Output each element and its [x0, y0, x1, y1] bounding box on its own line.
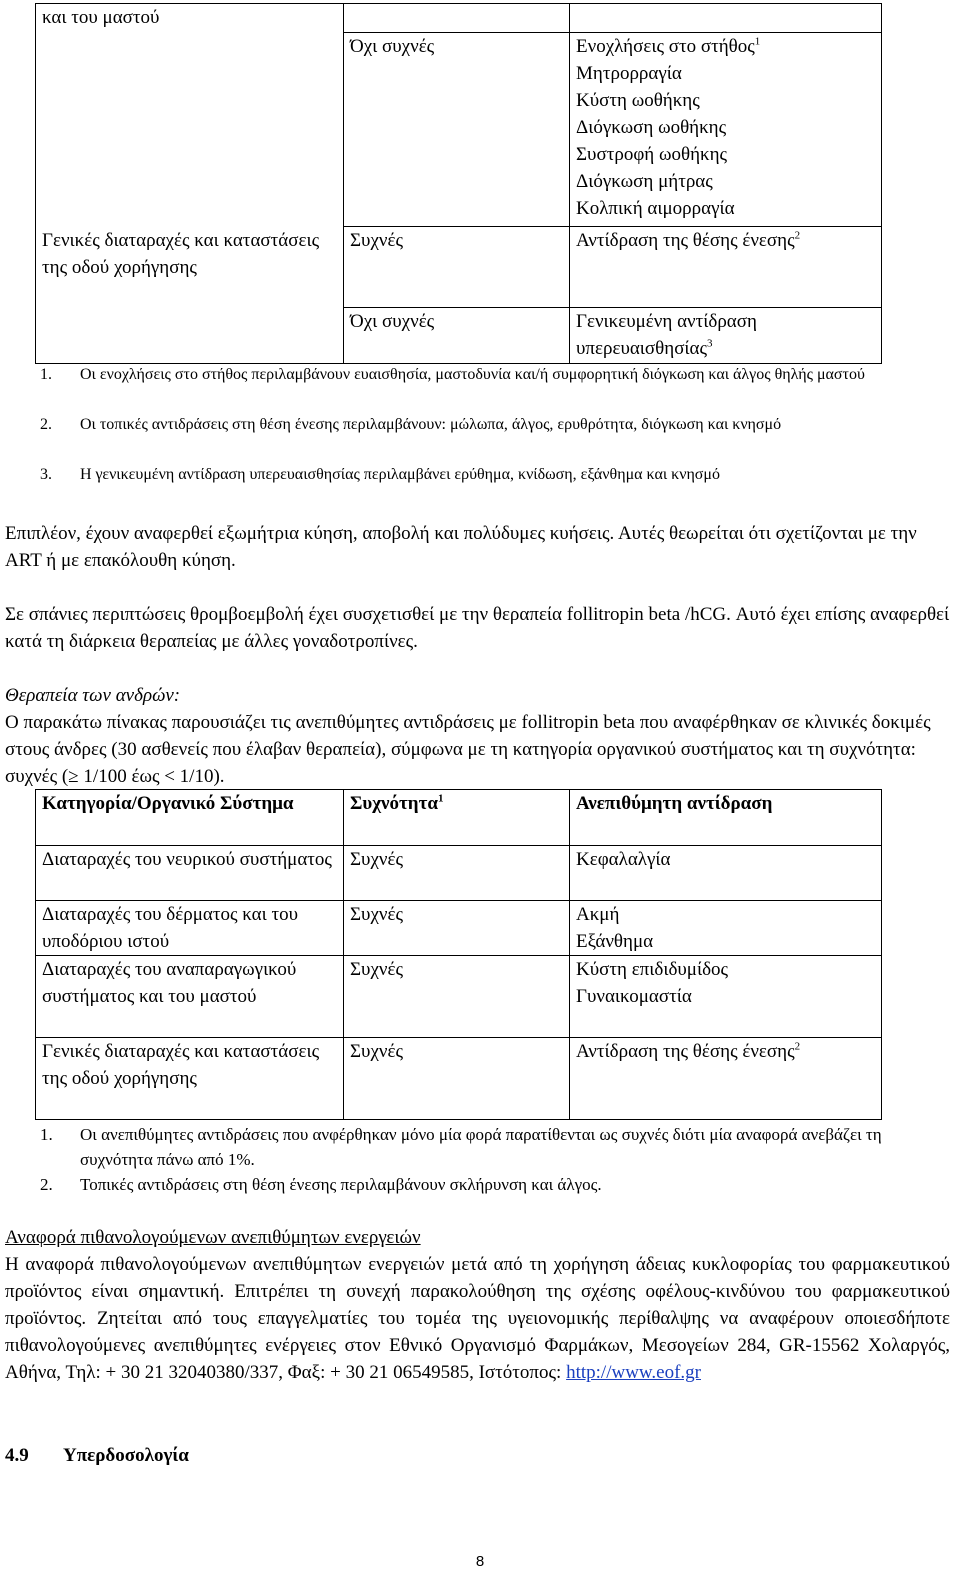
- footnote-text: Τοπικές αντιδράσεις στη θέση ένεσης περιλαμβάνουν σκλήρυνση και άλγος.: [80, 1175, 602, 1194]
- table-row: [36, 901, 882, 956]
- table-row: [36, 1038, 882, 1120]
- table-cell-frequency: [344, 4, 570, 33]
- footnote-number: 1.: [40, 1125, 53, 1144]
- reporting-paragraph: [5, 1251, 950, 1386]
- adverse-reactions-table-women: [35, 3, 882, 364]
- table-cell-reaction: Αντίδραση της θέσης ένεσης$^2$: [570, 227, 882, 308]
- table-header-row: [36, 790, 882, 846]
- reporting-text: Η αναφορά πιθανολογούμενων ανεπιθύμητων ενεργειών μετά από τη χορήγηση άδειας κυκλοφορίας του φαρμακευτικού προϊόντος είναι σημαντική. Επιτρέπει τη συνεχή παρακολούθηση της σχέσης οφέλους-κινδύνου του φαρμακευτικού προϊόντος. Ζητείται από τους επαγγελματίες του τομέα της υγειονομικής περίθαλψης να αναφέρουν οποιεσδήποτε πιθανολογούμενες ανεπιθύμητες ενέργειες στον Εθνικό Οργανισμό Φαρμάκων, Μεσογείων 284, GR-15562 Χολαργός, Αθήνα, Τηλ: + 30 21 32040380/337, Φαξ: + 30 21 06549585, Ιστότοπος:: [5, 1254, 950, 1383]
- section-number: 4.9: [5, 1445, 29, 1466]
- table-row: [36, 846, 882, 901]
- footnote-text: Οι ενοχλήσεις στο στήθος περιλαμβάνουν ευαισθησία, μαστοδυνία και/ή συμφορητική διόγκωση και άλγος θηλής μαστού: [80, 366, 865, 383]
- table-cell-reaction: Αντίδραση της θέσης ένεσης$^2$: [570, 1038, 882, 1120]
- table-cell-frequency: Συχνές: [344, 227, 570, 308]
- table-row: [36, 4, 882, 33]
- table-cell-reaction: Γενικευμένη αντίδραση υπερευαισθησίας$^3$: [570, 308, 882, 364]
- men-treatment-heading: Θεραπεία των ανδρών:: [5, 685, 181, 706]
- footnote-text: Οι ανεπιθύμητες αντιδράσεις που ανφέρθηκαν μόνο μία φορά παρατίθενται ως συχνές διότι μία αναφορά ανεβάζει τη συχνότητα πάνω από 1%.: [80, 1125, 882, 1169]
- footnote-number: 3.: [40, 466, 52, 483]
- table-cell-reaction: Κεφαλαλγία: [570, 846, 882, 901]
- table-cell-frequency: Όχι συχνές: [344, 308, 570, 364]
- section-heading: [5, 1442, 189, 1469]
- footnote-number: 1.: [40, 366, 52, 383]
- header-category: Κατηγορία/Οργανικό Σύστημα: [36, 790, 344, 846]
- table-cell-category: Γενικές διαταραχές και καταστάσεις της οδού χορήγησης: [36, 227, 344, 364]
- table-row: [36, 227, 882, 308]
- page-number: 8: [475, 1553, 485, 1570]
- paragraph-ectopic-pregnancy: Επιπλέον, έχουν αναφερθεί εξωμήτρια κύηση, αποβολή και πολύδυμες κυήσεις. Αυτές θεωρείται ότι σχετίζονται με την ART ή με επακόλουθη κύηση.: [5, 523, 917, 571]
- table-cell-frequency: Συχνές: [344, 846, 570, 901]
- header-reaction: Ανεπιθύμητη αντίδραση: [570, 790, 882, 846]
- table-cell-reaction: Κύστη επιδιδυμίδος Γυναικομαστία: [570, 956, 882, 1038]
- table-cell-frequency: Συχνές: [344, 901, 570, 956]
- men-treatment-paragraph: Ο παρακάτω πίνακας παρουσιάζει τις ανεπιθύμητες αντιδράσεις με follitropin beta που αναφέρθηκαν σε κλινικές δοκιμές στους άνδρες (30 ασθενείς που έλαβαν θεραπεία), σύμφωνα με τη κατηγορία οργανικού συστήματος και τη συχνότητα: συχνές (≥ 1/100 έως < 1/10).: [5, 712, 931, 787]
- adverse-reactions-table-men: [35, 789, 882, 1120]
- paragraph-thromboembolism: Σε σπάνιες περιπτώσεις θρομβοεμβολή έχει συσχετισθεί με την θεραπεία follitropin beta /hCG. Αυτό έχει επίσης αναφερθεί κατά τη διάρκεια θεραπείας με άλλες γοναδοτροπίνες.: [5, 604, 950, 652]
- table-cell-frequency: Συχνές: [344, 956, 570, 1038]
- table-cell-category: Διαταραχές του δέρματος και του υποδόριου ιστού: [36, 901, 344, 956]
- table-cell-reaction: Ενοχλήσεις στο στήθος$^1$ Μητρορραγία Κύστη ωοθήκης Διόγκωση ωοθήκης Συστροφή ωοθήκης Διόγκωση μήτρας Κολπική αιμορραγία: [570, 33, 882, 227]
- table-cell-frequency: Όχι συχνές: [344, 33, 570, 227]
- table-cell-reaction: Ακμή Εξάνθημα: [570, 901, 882, 956]
- section-title: Υπερδοσολογία: [63, 1445, 189, 1466]
- table-row: [36, 956, 882, 1038]
- table-cell-reaction: [570, 4, 882, 33]
- table-cell-category: Γενικές διαταραχές και καταστάσεις της οδού χορήγησης: [36, 1038, 344, 1120]
- footnote-number: 2.: [40, 416, 52, 433]
- reporting-heading: Αναφορά πιθανολογούμενων ανεπιθύμητων ενεργειών: [5, 1227, 421, 1248]
- table-cell-category: Διαταραχές του αναπαραγωγικού συστήματος και του μαστού: [36, 956, 344, 1038]
- eof-website-link[interactable]: http://www.eof.gr: [566, 1362, 701, 1383]
- footnote-text: Οι τοπικές αντιδράσεις στη θέση ένεσης περιλαμβάνουν: μώλωπα, άλγος, ερυθρότητα, διόγκωση και κνησμό: [80, 416, 782, 433]
- footnote-number: 2.: [40, 1175, 53, 1194]
- header-frequency: Συχνότητα$^1$: [344, 790, 570, 846]
- footnote-text: Η γενικευμένη αντίδραση υπερευαισθησίας περιλαμβάνει ερύθημα, κνίδωση, εξάνθημα και κνησμό: [80, 466, 721, 483]
- table-cell-frequency: Συχνές: [344, 1038, 570, 1120]
- table-cell-category: και του μαστού: [36, 4, 344, 227]
- table-cell-category: Διαταραχές του νευρικού συστήματος: [36, 846, 344, 901]
